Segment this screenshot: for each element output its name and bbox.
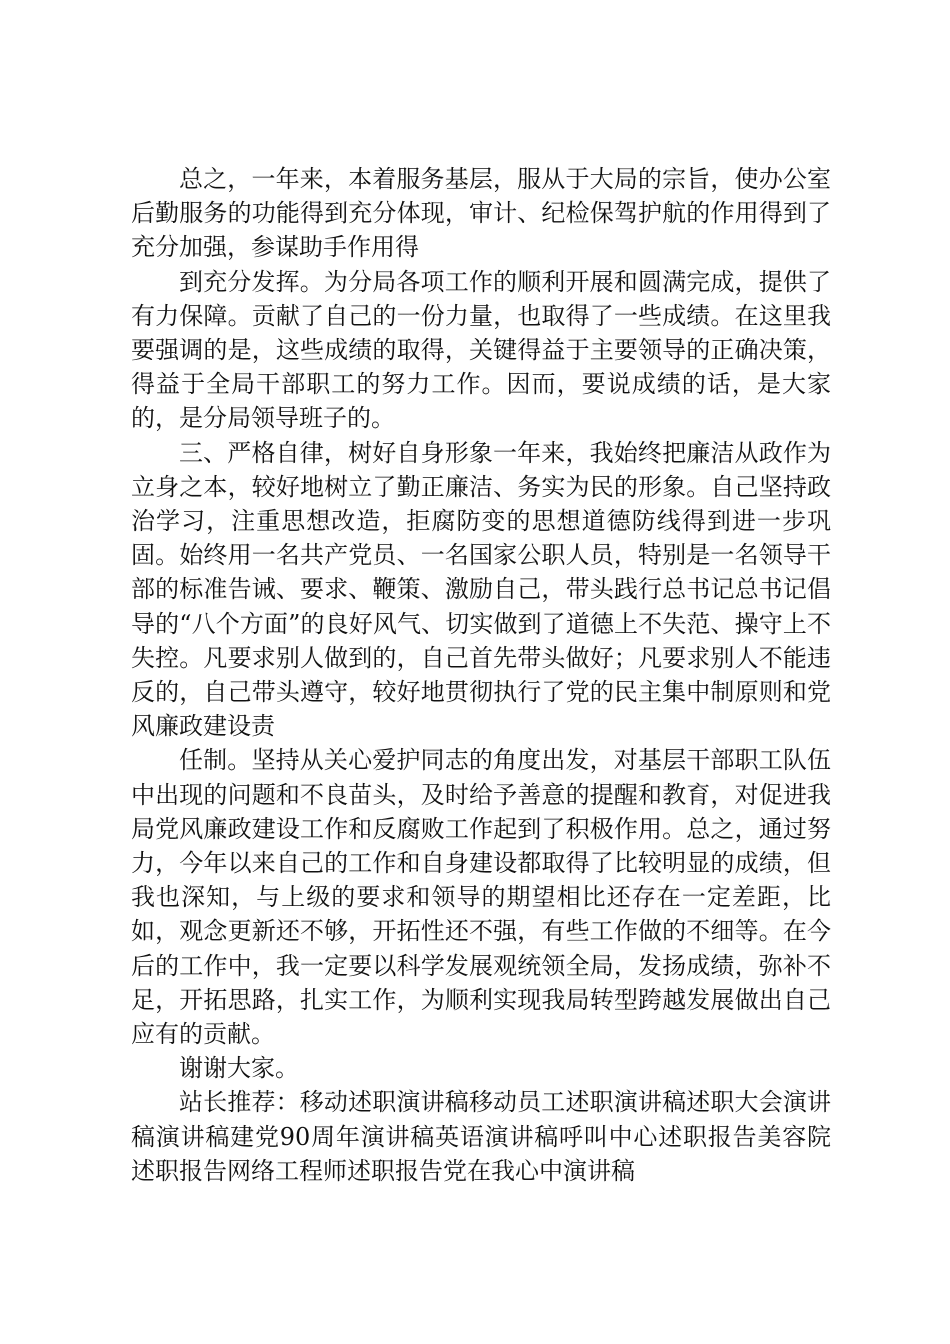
paragraph-4: 任制。坚持从关心爱护同志的角度出发，对基层干部职工队伍中出现的问题和不良苗头，及时给予善意的提醒和教育，对促进我局党风廉政建设工作和反腐败工作起到了积极作用。总之，通过努力，今年以来自己的工作和自身建设都取得了比较明显的成绩，但我也深知，与上级的要求和领导的期望相比还存在一定差距，比如，观念更新还不够，开拓性还不强，有些工作做的不细等。在今后的工作中，我一定要以科学发展观统领全局，发扬成绩，弥补不足，开拓思路，扎实工作，为顺利实现我局转型跨越发展做出自己应有的贡献。 [131, 746, 831, 1049]
document-body [131, 162, 831, 1188]
paragraph-2: 到充分发挥。为分局各项工作的顺利开展和圆满完成，提供了有力保障。贡献了自己的一份力量，也取得了一些成绩。在这里我要强调的是，这些成绩的取得，关键得益于主要领导的正确决策，得益于全局干部职工的努力工作。因而，要说成绩的话，是大家的，是分局领导班子的。 [131, 267, 831, 433]
paragraph-3: 三、严格自律，树好自身形象一年来，我始终把廉洁从政作为立身之本，较好地树立了勤正廉洁、务实为民的形象。自己坚持政治学习，注重思想改造，拒腐防变的思想道德防线得到进一步巩固。始终用一名共产党员、一名国家公职人员，特别是一名领导干部的标准告诫、要求、鞭策、激励自己，带头践行总书记总书记倡导的“八个方面”的良好风气、切实做到了道德上不失范、操守上不失控。凡要求别人做到的，自己首先带头做好；凡要求别人不能违反的，自己带头遵守，较好地贯彻执行了党的民主集中制原则和党风廉政建设责 [131, 438, 831, 741]
paragraph-5: 谢谢大家。 [179, 1054, 299, 1083]
paragraph-1: 总之，一年来，本着服务基层，服从于大局的宗旨，使办公室后勤服务的功能得到充分体现，审计、纪检保驾护航的作用得到了充分加强，参谋助手作用得 [131, 165, 831, 262]
paragraph-6: 站长推荐：移动述职演讲稿移动员工述职演讲稿述职大会演讲稿演讲稿建党90周年演讲稿英语演讲稿呼叫中心述职报告美容院述职报告网络工程师述职报告党在我心中演讲稿 [131, 1088, 831, 1185]
